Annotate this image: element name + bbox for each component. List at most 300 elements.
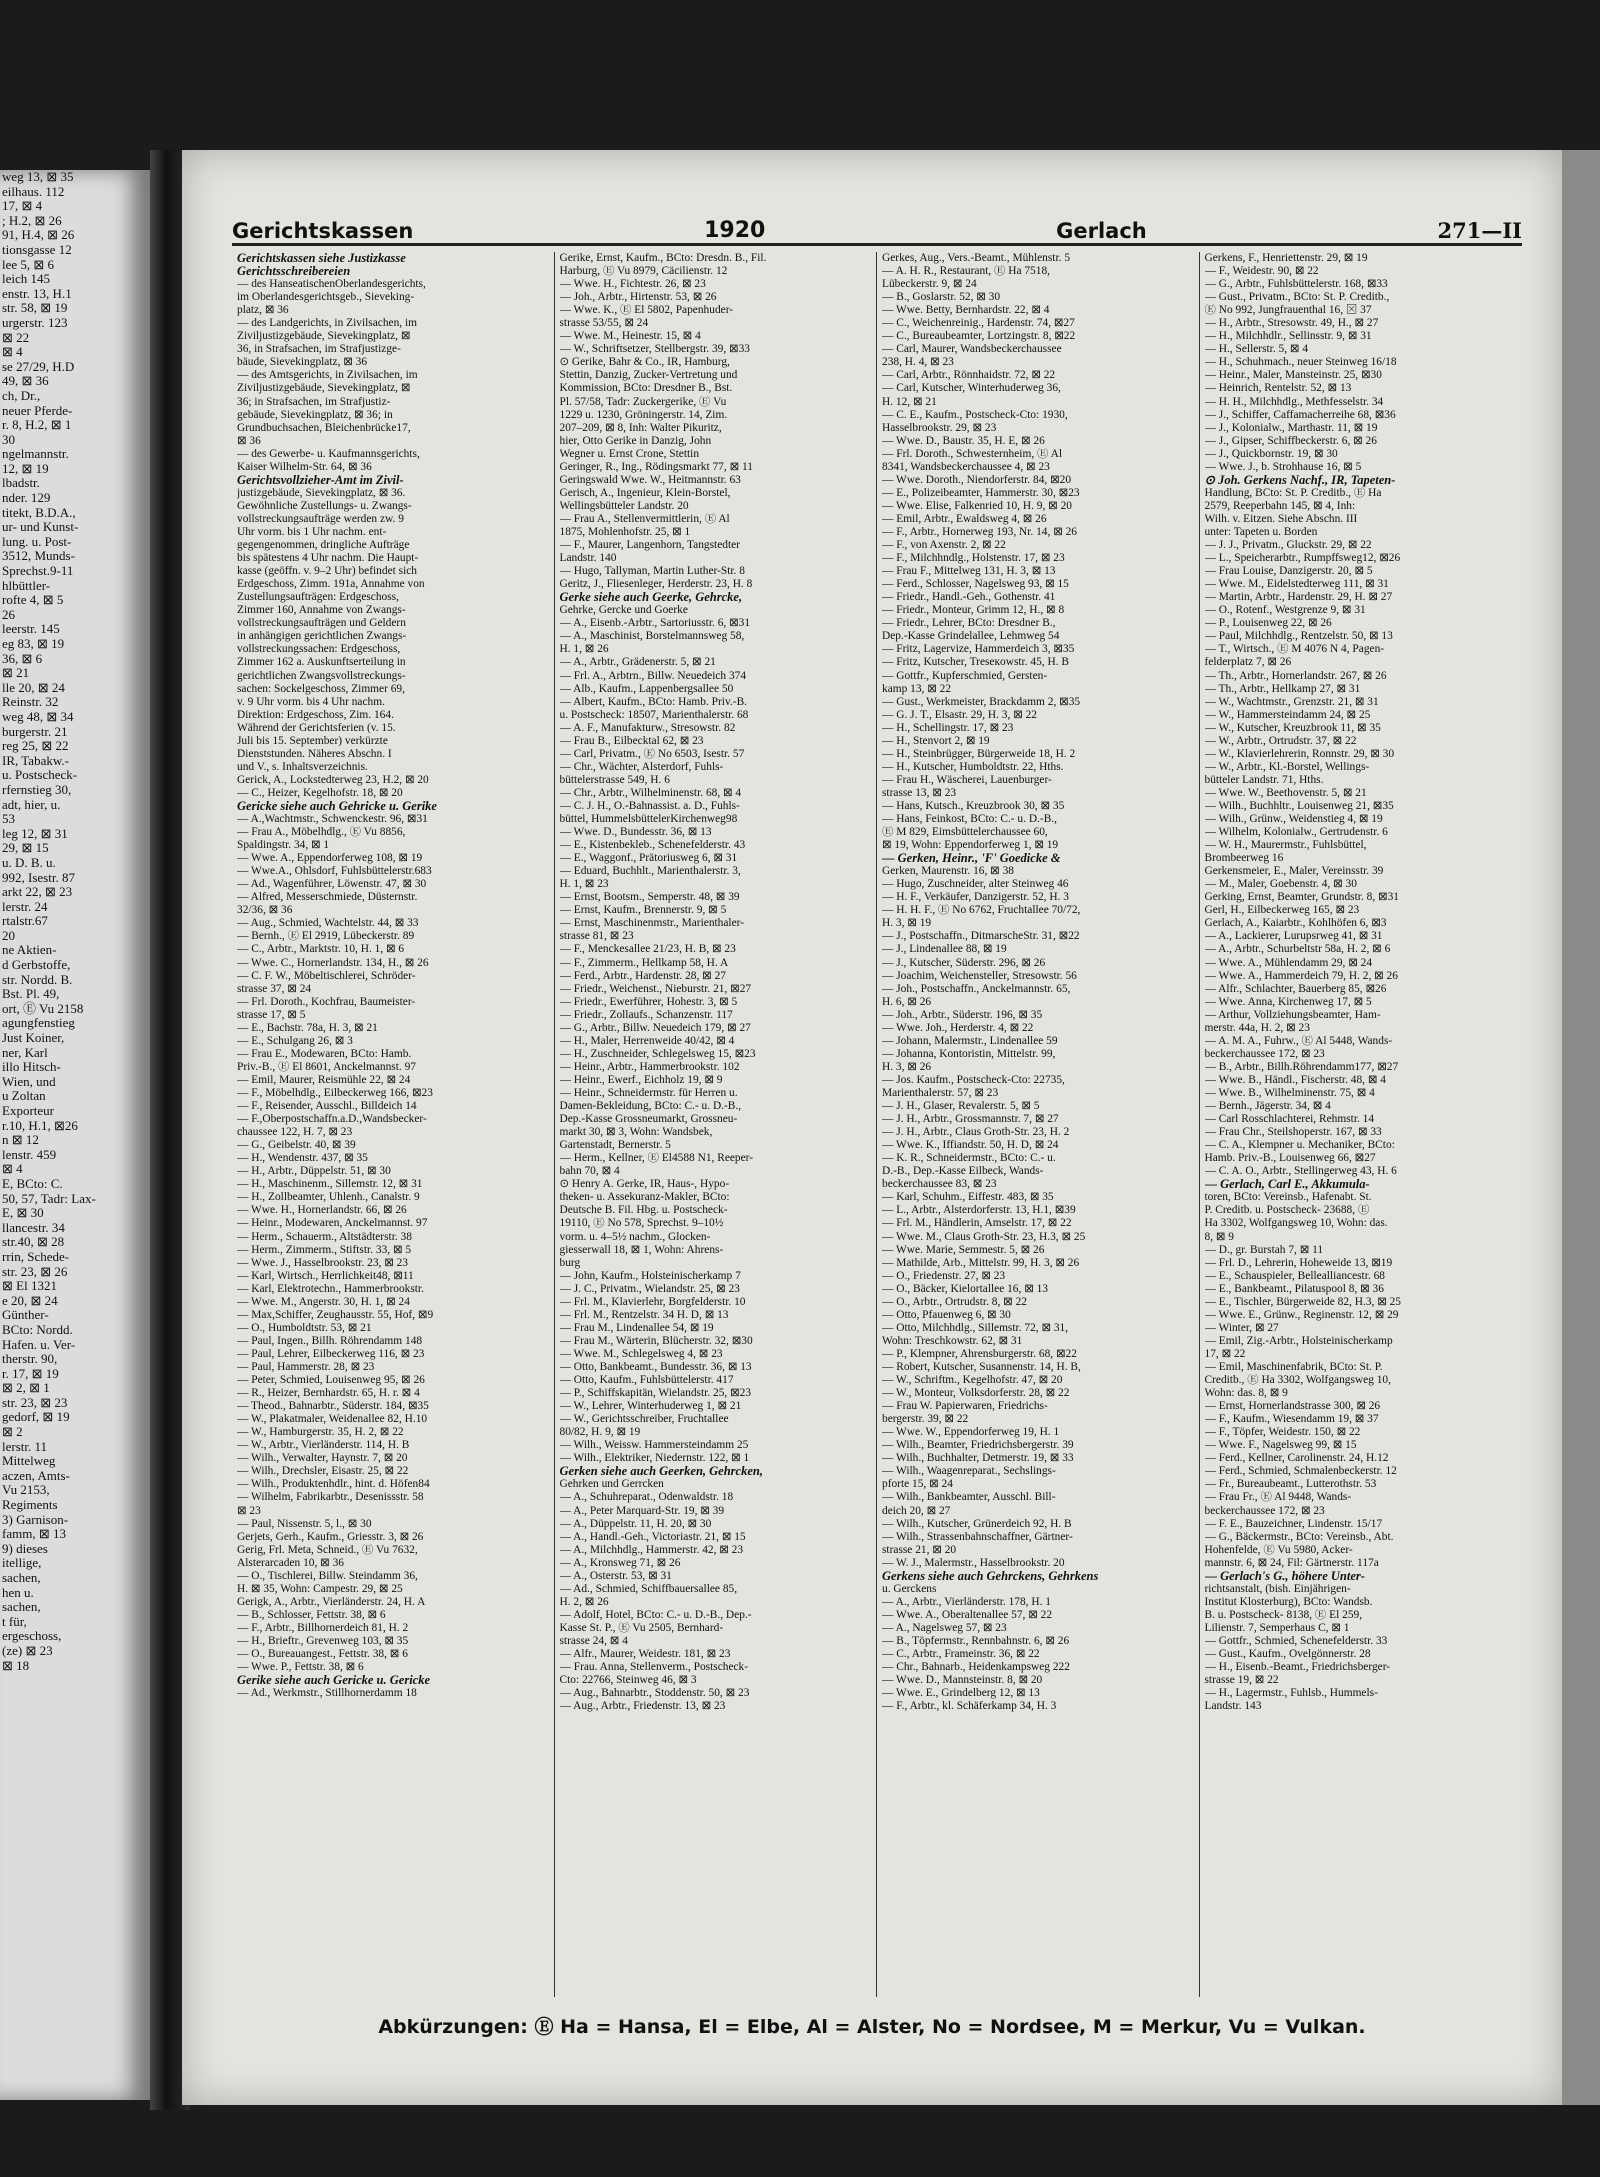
directory-entry: — O., Bureauangest., Fettstr. 38, ⊠ 6 xyxy=(237,1648,408,1661)
directory-entry: 19110, Ⓔ No 578, Sprechst. 9–10½ xyxy=(559,1217,724,1230)
directory-entry: — H., Arbtr., Stresowstr. 49, H., ⊠ 27 xyxy=(1204,317,1379,330)
directory-entry: — A. H. R., Restaurant, Ⓔ Ha 7518, xyxy=(882,265,1050,278)
directory-entry: — C. J. H., O.-Bahnassist. a. D., Fuhls- xyxy=(559,799,740,812)
directory-entry: — Frau Louise, Danzigerstr. 20, ⊠ 5 xyxy=(1204,565,1373,578)
directory-entry: H. 3, ⊠ 26 xyxy=(882,1060,932,1073)
directory-entry: — H., Schuhmach., neuer Steinweg 16/18 xyxy=(1204,356,1397,369)
directory-entry: — Chr., Arbtr., Wilhelminenstr. 68, ⊠ 4 xyxy=(559,786,742,799)
facing-page-text: ngelmannstr. xyxy=(2,446,69,462)
directory-entry: — Frl. M., Händlerin, Amselstr. 17, ⊠ 22 xyxy=(882,1217,1072,1230)
directory-entry: — H. H., Milchhdlg., Methfesselstr. 34 xyxy=(1204,395,1384,408)
directory-entry: — Wilh., Elektriker, Niedernstr. 122, ⊠ 1 xyxy=(559,1452,750,1465)
directory-entry: — J. H., Glaser, Revalerstr. 5, ⊠ 5 xyxy=(882,1100,1040,1113)
directory-entry: — Wilh., Grünw., Weidenstieg 4, ⊠ 19 xyxy=(1204,813,1383,826)
facing-page-text: llancestr. 34 xyxy=(2,1219,65,1235)
directory-entry: — Frl. Doroth., Schwesternheim, Ⓔ Al xyxy=(882,447,1063,460)
directory-entry: Priv.-B., Ⓔ El 8601, Anckelmannst. 97 xyxy=(237,1060,416,1073)
facing-page-text: aczen, Amts- xyxy=(2,1467,70,1483)
directory-entry: Spaldingstr. 34, ⊠ 1 xyxy=(237,839,330,852)
directory-entry: — H., Steinbrügger, Bürgerweide 18, H. 2 xyxy=(882,747,1076,760)
facing-page-text: str. 23, ⊠ 23 xyxy=(2,1394,68,1410)
directory-entry: — Gust., Werkmeister, Brackdamm 2, ⊠35 xyxy=(882,695,1081,708)
directory-entry: beckerchaussee 172, ⊠ 23 xyxy=(1204,1047,1325,1060)
directory-entry: 17, ⊠ 22 xyxy=(1204,1347,1246,1360)
directory-entry: — P., Schiffskapitän, Wielandstr. 25, ⊠23 xyxy=(559,1387,752,1400)
directory-entry: — H., Arbtr., Düppelstr. 51, ⊠ 30 xyxy=(237,1165,391,1178)
directory-entry: — Heinrich, Rentelstr. 52, ⊠ 13 xyxy=(1204,382,1352,395)
directory-entry: — Frau M., Lindenallee 54, ⊠ 19 xyxy=(559,1321,714,1334)
directory-entry: Gerl, H., Eilbeckerweg 165, ⊠ 23 xyxy=(1204,904,1360,917)
entry-heading: Gerichtskassen siehe Justizkasse xyxy=(237,252,406,265)
facing-page-text: Mittelweg xyxy=(2,1453,56,1469)
directory-entry: — John, Kaufm., Holsteinischerkamp 7 xyxy=(559,1269,741,1282)
directory-entry: — Frau B., Eilbecktal 62, ⊠ 23 xyxy=(559,734,704,747)
directory-entry: — Wwe. J., b. Strohhause 16, ⊠ 5 xyxy=(1204,460,1362,473)
directory-entry: — des Amtsgerichts, in Zivilsachen, im xyxy=(237,369,418,382)
directory-entry: — A., Osterstr. 53, ⊠ 31 xyxy=(559,1569,672,1582)
facing-page-text: gedorf, ⊠ 19 xyxy=(2,1409,70,1425)
directory-entry: — Chr., Bahnarb., Heidenkampsweg 222 xyxy=(882,1661,1070,1674)
directory-entry: Stettin, Danzig, Zucker-Vertretung und xyxy=(559,369,738,382)
directory-entry: — Frau A., Stellenvermittlerin, Ⓔ Al xyxy=(559,512,730,525)
directory-entry: — Mathilde, Arb., Mittelstr. 99, H. 3, ⊠ 26 xyxy=(882,1256,1080,1269)
directory-entry: H. 1, ⊠ 26 xyxy=(559,643,609,656)
directory-entry: — B., Schlosser, Fettstr. 38, ⊠ 6 xyxy=(237,1608,386,1621)
directory-entry: felderplatz 7, ⊠ 26 xyxy=(1204,656,1292,669)
directory-entry: ⊠ 19, Wohn: Eppendorferweg 1, ⊠ 19 xyxy=(882,839,1059,852)
directory-entry: — Wilh., Kutscher, Grünerdeich 92, H. B xyxy=(882,1517,1072,1530)
facing-page-text: rfernstieg 30, xyxy=(2,781,72,797)
directory-entry: Gehrke, Gercke und Goerke xyxy=(559,604,688,617)
directory-entry: Landstr. 140 xyxy=(559,552,617,565)
directory-entry: — Wwe. K., Iffiandstr. 50, H. D, ⊠ 24 xyxy=(882,1139,1059,1152)
directory-entry: Gerken, Maurenstr. 16, ⊠ 38 xyxy=(882,865,1014,878)
directory-entry: strasse 17, ⊠ 5 xyxy=(237,1008,306,1021)
directory-entry: — Carl, Kutscher, Winterhuderweg 36, xyxy=(882,382,1061,395)
directory-entry: — Paul, Hammerstr. 28, ⊠ 23 xyxy=(237,1360,375,1373)
directory-entry: Grundbuchsachen, Bleichenbrücke17, xyxy=(237,421,411,434)
facing-page-text: Regiments xyxy=(2,1497,58,1513)
directory-entry: Alsterarcaden 10, ⊠ 36 xyxy=(237,1556,344,1569)
facing-page-text: reg 25, ⊠ 22 xyxy=(2,738,69,754)
directory-entry: — Ferd., Schlosser, Nagelsweg 93, ⊠ 15 xyxy=(882,578,1069,591)
directory-entry: strasse 13, ⊠ 23 xyxy=(882,786,957,799)
directory-entry: — A. M. A., Fuhrw., Ⓔ Al 5448, Wands- xyxy=(1204,1034,1393,1047)
column-1 xyxy=(232,252,555,1997)
directory-entry: Während der Gerichtsferien (v. 15. xyxy=(237,721,396,734)
entry-heading: Gericke siehe auch Gehricke u. Gerike xyxy=(237,799,437,813)
directory-entry: deich 20, ⊠ 27 xyxy=(882,1504,951,1517)
directory-entry: — Wwe. M., Angerstr. 30, H. 1, ⊠ 24 xyxy=(237,1295,410,1308)
directory-entry: Zimmer 160, Annahme von Zwangs- xyxy=(237,604,406,617)
directory-entry: bütteler Landstr. 71, Hths. xyxy=(1204,773,1324,786)
facing-page-text: 17, ⊠ 4 xyxy=(2,198,43,214)
directory-entry: — des Gewerbe- u. Kaufmannsgerichts, xyxy=(237,447,420,460)
directory-entry: — Frl. A., Arbtrn., Billw. Neuedeich 374 xyxy=(559,669,747,682)
directory-entry: — W., Arbtr., Kl.-Borstel, Wellings- xyxy=(1204,760,1370,773)
directory-entry: — Friedr., Weichenst., Nieburstr. 21, ⊠27 xyxy=(559,982,752,995)
directory-entry: justizgebäude, Sievekingplatz, ⊠ 36. xyxy=(237,486,406,499)
facing-page-text: n ⊠ 12 xyxy=(2,1132,39,1148)
directory-entry: — Friedr., Monteur, Grimm 12, H., ⊠ 8 xyxy=(882,604,1065,617)
facing-page-text: ch, Dr., xyxy=(2,387,41,403)
directory-entry: — F., Milchhndlg., Holstenstr. 17, ⊠ 23 xyxy=(882,552,1065,565)
directory-entry: Ha 3302, Wolfgangsweg 10, Wohn: das. xyxy=(1204,1217,1388,1230)
directory-entry: — H., Zuschneider, Schlegelsweg 15, ⊠23 xyxy=(559,1047,756,1060)
directory-entry: bis spätestens 4 Uhr nachm. Die Haupt- xyxy=(237,552,419,565)
facing-page-text: lerstr. 24 xyxy=(2,898,48,914)
directory-entry: — Ernst, Bootsm., Semperstr. 48, ⊠ 39 xyxy=(559,891,740,904)
facing-page-text: 36, ⊠ 6 xyxy=(2,650,43,666)
directory-entry: — J., Postschaffn., DitmarscheStr. 31, ⊠22 xyxy=(882,930,1080,943)
directory-entry: und V., s. Inhaltsverzeichnis. xyxy=(237,760,368,773)
directory-entry: Gerlach, A., Kaiarbtr., Kohlhöfen 6, ⊠3 xyxy=(1204,917,1387,930)
facing-page-text: ⊠ 4 xyxy=(2,1161,23,1177)
directory-entry: — W., Plakatmaler, Weidenallee 82, H.10 xyxy=(237,1413,428,1426)
directory-entry: — Alfr., Maurer, Weidestr. 181, ⊠ 23 xyxy=(559,1648,731,1661)
directory-entry: — F., Arbtr., kl. Schäferkamp 34, H. 3 xyxy=(882,1700,1057,1713)
directory-entry: D.-B., Dep.-Kasse Eilbeck, Wands- xyxy=(882,1165,1044,1178)
page-number: 271—II xyxy=(1437,218,1522,243)
directory-entry: — F., Maurer, Langenhorn, Tangstedter xyxy=(559,539,740,552)
directory-entry: 36, in Strafsachen, im Strafjustizge- xyxy=(237,343,401,356)
directory-entry: — Ferd., Kellner, Carolinenstr. 24, H.12 xyxy=(1204,1452,1389,1465)
directory-entry: merstr. 44a, H. 2, ⊠ 23 xyxy=(1204,1021,1310,1034)
facing-page-text: e 20, ⊠ 24 xyxy=(2,1292,58,1308)
directory-entry: — Wwe. F., Nagelsweg 99, ⊠ 15 xyxy=(1204,1439,1357,1452)
directory-entry: — Wwe. B., Händl., Fischerstr. 48, ⊠ 4 xyxy=(1204,1073,1386,1086)
directory-entry: — F., Arbtr., Billhornerdeich 81, H. 2 xyxy=(237,1621,409,1634)
facing-page-text: r. 8, H.2, ⊠ 1 xyxy=(2,417,72,433)
directory-entry: — Wwe. Doroth., Niendorferstr. 84, ⊠20 xyxy=(882,473,1072,486)
directory-entry: — A., Kronsweg 71, ⊠ 26 xyxy=(559,1556,681,1569)
directory-entry: — Paul, Nissenstr. 5, l., ⊠ 30 xyxy=(237,1517,372,1530)
directory-entry: — Joh., Arbtr., Süderstr. 196, ⊠ 35 xyxy=(882,1008,1043,1021)
directory-entry: — Otto, Pfauenweg 6, ⊠ 30 xyxy=(882,1308,1011,1321)
directory-entry: — Paul, Lehrer, Eilbeckerweg 116, ⊠ 23 xyxy=(237,1347,425,1360)
directory-entry: — Emil, Maschinenfabrik, BCto: St. P. xyxy=(1204,1360,1383,1373)
facing-page-text: r.10, H.1, ⊠26 xyxy=(2,1117,78,1133)
facing-page-text: 26 xyxy=(2,606,15,622)
directory-entry: 32/36, ⊠ 36 xyxy=(237,904,293,917)
facing-page-text: sachen, xyxy=(2,1599,41,1615)
facing-page-text: IR, Tabakw.- xyxy=(2,752,69,768)
facing-page-text: rrin, Schede- xyxy=(2,1248,70,1264)
directory-entry: — Wwe.A., Ohlsdorf, Fuhlsbüttelerstr.683 xyxy=(237,865,432,878)
directory-entry: gebäude, Sievekingplatz, ⊠ 36; in xyxy=(237,408,393,421)
directory-entry: 1875, Mohlenhofstr. 25, ⊠ 1 xyxy=(559,525,691,538)
directory-entry: — Wilh., Buchhalter, Detmerstr. 19, ⊠ 33 xyxy=(882,1452,1074,1465)
facing-page-text: leich 145 xyxy=(2,271,51,287)
entry-heading: Gerke siehe auch Geerke, Gehrcke, xyxy=(559,591,743,605)
directory-entry: — Gottfr., Kupferschmied, Gersten- xyxy=(882,669,1048,682)
directory-entry: büttelerstrasse 549, H. 6 xyxy=(559,773,670,786)
facing-page-text: ⊠ 2 xyxy=(2,1424,23,1440)
column-3 xyxy=(877,252,1200,1997)
directory-entry: — Otto, Bankbeamt., Bundesstr. 36, ⊠ 13 xyxy=(559,1360,752,1373)
directory-entry: — Ad., Schmied, Schiffbauersallee 85, xyxy=(559,1582,738,1595)
directory-entry: H. 2, ⊠ 26 xyxy=(559,1595,609,1608)
facing-page-text: Bst. Pl. 49, xyxy=(2,986,60,1002)
directory-entry: — Frau. Anna, Stellenverm., Postscheck- xyxy=(559,1661,749,1674)
directory-entry: — H., Kutscher, Humboldtstr. 22, Hths. xyxy=(882,760,1064,773)
directory-entry: — Frau F., Mittelweg 131, H. 3, ⊠ 13 xyxy=(882,565,1056,578)
facing-page-text: t für, xyxy=(2,1613,27,1629)
directory-entry: — Ernst, Maschinenmstr., Marienthaler- xyxy=(559,917,745,930)
directory-entry: — A., Arbtr., Grädenerstr. 5, ⊠ 21 xyxy=(559,656,716,669)
directory-entry: Cto: 22766, Steinweg 46, ⊠ 3 xyxy=(559,1674,697,1687)
directory-entry: — Heinr., Maler, Mansteinstr. 25, ⊠30 xyxy=(1204,369,1382,382)
directory-entry: — E., Schauspieler, Bellealliancestr. 68 xyxy=(1204,1269,1385,1282)
facing-page-text: illo Hitsch- xyxy=(2,1059,61,1075)
directory-entry: — F., Zimmerm., Hellkamp 58, H. A xyxy=(559,956,729,969)
directory-entry: Dep.-Kasse Grindelallee, Lehmweg 54 xyxy=(882,630,1060,643)
directory-entry: vollstreckungsaufträgen und Geldern xyxy=(237,617,406,630)
directory-entry: Gerjets, Gerh., Kaufm., Griesstr. 3, ⊠ 26 xyxy=(237,1530,424,1543)
facing-page-text: eilhaus. 112 xyxy=(2,183,65,199)
directory-entry: — Wilh., Bankbeamter, Ausschl. Bill- xyxy=(882,1491,1056,1504)
directory-entry: — Alb., Kaufm., Lappenbergsallee 50 xyxy=(559,682,734,695)
directory-entry: sachen: Sockelgeschoss, Zimmer 69, xyxy=(237,682,405,695)
directory-entry: — L., Arbtr., Alsterdorferstr. 13, H.1, ⊠39 xyxy=(882,1204,1076,1217)
facing-page-text: therstr. 90, xyxy=(2,1351,58,1367)
directory-entry: 36; in Strafsachen, im Strafjustiz- xyxy=(237,395,391,408)
directory-entry: — Frl. M., Klavierlehr, Borgfelderstr. 10 xyxy=(559,1295,746,1308)
directory-entry: — E., Bachstr. 78a, H. 3, ⊠ 21 xyxy=(237,1021,378,1034)
directory-entry: Ⓔ M 829, Eimsbüttelerchaussee 60, xyxy=(882,826,1048,839)
directory-entry: — Aug., Bahnarbtr., Stoddenstr. 50, ⊠ 23 xyxy=(559,1687,750,1700)
directory-entry: — Wwe. J., Hasselbrookstr. 23, ⊠ 23 xyxy=(237,1256,409,1269)
directory-entry: — Wwe. M., Claus Groth-Str. 23, H.3, ⊠ 25 xyxy=(882,1230,1086,1243)
directory-entry: u. Postscheck: 18507, Marienthalerstr. 68 xyxy=(559,708,749,721)
directory-entry: — E., Bankbeamt., Pilatuspool 8, ⊠ 36 xyxy=(1204,1282,1384,1295)
directory-entry: toren, BCto: Vereinsb., Hafenabt. St. xyxy=(1204,1191,1372,1204)
directory-entry: H. 1, ⊠ 23 xyxy=(559,878,609,891)
facing-page-text: ort, Ⓔ Vu 2158 xyxy=(2,1000,84,1016)
directory-entry: ⊠ 36 xyxy=(237,434,261,447)
facing-page-text: neuer Pferde- xyxy=(2,402,73,418)
directory-entry: — Paul, Ingen., Billh. Röhrendamm 148 xyxy=(237,1334,423,1347)
facing-page-text: 20 xyxy=(2,927,15,943)
facing-page-text: rtalstr.67 xyxy=(2,913,48,929)
facing-page-text: d Gerbstoffe, xyxy=(2,957,71,973)
directory-entry: giesserwall 18, ⊠ 1, Wohn: Ahrens- xyxy=(559,1243,724,1256)
directory-entry: — Otto, Milchhdlg., Sillemstr. 72, ⊠ 31, xyxy=(882,1321,1069,1334)
directory-entry: — Paul, Milchhdlg., Rentzelstr. 50, ⊠ 13 xyxy=(1204,630,1393,643)
directory-entry: — Gottfr., Schmied, Schenefelderstr. 33 xyxy=(1204,1634,1388,1647)
directory-entry: — F. E., Bauzeichner, Lindenstr. 15/17 xyxy=(1204,1517,1383,1530)
directory-entry: strasse 24, ⊠ 4 xyxy=(559,1634,628,1647)
directory-entry: — Hugo, Tallyman, Martin Luther-Str. 8 xyxy=(559,565,745,578)
directory-entry: — R., Heizer, Bernhardstr. 65, H. r. ⊠ 4 xyxy=(237,1387,420,1400)
directory-entry: B. u. Postscheck- 8138, Ⓔ El 259, xyxy=(1204,1608,1363,1621)
directory-entry: — F.,Oberpostschaffn.a.D.,Wandsbecker- xyxy=(237,1113,427,1126)
facing-page-text: (ze) ⊠ 23 xyxy=(2,1642,53,1658)
directory-entry: — C., Weichenreinig., Hardenstr. 74, ⊠27 xyxy=(882,317,1075,330)
directory-entry: H. 3, ⊠ 19 xyxy=(882,917,932,930)
directory-entry: vollstreckungssachen: Erdgeschoss, xyxy=(237,643,401,656)
directory-entry: — H., Schellingstr. 17, ⊠ 23 xyxy=(882,721,1014,734)
directory-entry: — F., Töpfer, Weidestr. 150, ⊠ 22 xyxy=(1204,1426,1361,1439)
directory-entry: — Wwe. H., Hornerlandstr. 66, ⊠ 26 xyxy=(237,1204,407,1217)
directory-entry: Creditb., Ⓔ Ha 3302, Wolfgangsweg 10, xyxy=(1204,1374,1391,1387)
directory-entry: 8341, Wandsbeckerchaussee 4, ⊠ 23 xyxy=(882,460,1050,473)
directory-entry: — Emil, Zig.-Arbtr., Holsteinischerkamp xyxy=(1204,1334,1393,1347)
directory-entry: Deutsche B. Fil. Hbg. u. Postscheck- xyxy=(559,1204,728,1217)
directory-entry: — H. H. F., Ⓔ No 6762, Fruchtallee 70/72, xyxy=(882,904,1081,917)
directory-entry: — Johann, Malermstr., Lindenallee 59 xyxy=(882,1034,1058,1047)
directory-entry: H. ⊠ 35, Wohn: Campestr. 29, ⊠ 25 xyxy=(237,1582,403,1595)
directory-entry: — Herm., Kellner, Ⓔ El4588 N1, Reeper- xyxy=(559,1152,754,1165)
directory-entry: — W. H., Maurermstr., Fuhlsbüttel, xyxy=(1204,839,1367,852)
directory-entry: — Herm., Zimmerm., Stiftstr. 33, ⊠ 5 xyxy=(237,1243,412,1256)
directory-entry: — Frau E., Modewaren, BCto: Hamb. xyxy=(237,1047,412,1060)
directory-entry: — Albert, Kaufm., BCto: Hamb. Priv.-B. xyxy=(559,695,748,708)
directory-entry: — C., Heizer, Kegelhofstr. 18, ⊠ 20 xyxy=(237,786,403,799)
facing-page-text: ner, Karl xyxy=(2,1044,48,1060)
directory-entry: — H., Milchhdlr., Sellinsstr. 9, ⊠ 31 xyxy=(1204,330,1372,343)
directory-entry: platz, ⊠ 36 xyxy=(237,304,289,317)
directory-entry: — Jos. Kaufm., Postscheck-Cto: 22735, xyxy=(882,1073,1065,1086)
facing-page-text: 30 xyxy=(2,431,15,447)
directory-entry: — H., Maler, Herrenweide 40/42, ⊠ 4 xyxy=(559,1034,735,1047)
directory-entry: — W., Gerichtsschreiber, Fruchtallee xyxy=(559,1413,729,1426)
directory-entry: — Heinr., Ewerf., Eichholz 19, ⊠ 9 xyxy=(559,1073,723,1086)
abbreviations-footer: Abkürzungen: Ⓔ Ha = Hansa, El = Elbe, Al = Alster, No = Nordsee, M = Merkur, Vu = Vulkan. xyxy=(378,2016,1366,2038)
directory-entry: markt 30, ⊠ 3, Wohn: Wandsbek, xyxy=(559,1126,713,1139)
directory-entry: — K. R., Schneidermstr., BCto: C.- u. xyxy=(882,1152,1056,1165)
directory-entry: — Alfr., Schlachter, Bauerberg 85, ⊠26 xyxy=(1204,982,1387,995)
directory-entry: Dep.-Kasse Grossneumarkt, Grossneu- xyxy=(559,1113,738,1126)
entry-heading: — Gerken, Heinr., 'F' Goedicke & xyxy=(882,852,1061,866)
directory-entry: — Wilh., Strassenbahnschaffner, Gärtner- xyxy=(882,1530,1073,1543)
directory-entry: — Fritz, Lagervize, Hammerdeich 3, ⊠35 xyxy=(882,643,1075,656)
directory-entry: — A., Peter Marquard-Str. 19, ⊠ 39 xyxy=(559,1504,725,1517)
entry-heading: Gerken siehe auch Geerken, Gehrcken, xyxy=(559,1465,763,1479)
directory-entry: — Wwe. H., Fichtestr. 26, ⊠ 23 xyxy=(559,278,706,291)
directory-entry: ⊠ 23 xyxy=(237,1504,261,1517)
directory-entry: Gerick, A., Lockstedterweg 23, H.2, ⊠ 20 xyxy=(237,773,429,786)
facing-page-text: ergeschoss, xyxy=(2,1628,62,1644)
directory-entry: — Ferd., Schmied, Schmalenbeckerstr. 12 xyxy=(1204,1465,1397,1478)
directory-entry: — Carl Rosschlachterei, Rehmstr. 14 xyxy=(1204,1113,1375,1126)
directory-entry: — Wwe. E., Grünw., Reginenstr. 12, ⊠ 29 xyxy=(1204,1308,1399,1321)
header-year: 1920 xyxy=(704,218,766,243)
header-right: Gerlach xyxy=(1056,219,1147,243)
directory-entry: Marienthalerstr. 57, ⊠ 23 xyxy=(882,1087,999,1099)
directory-entry: — A., Schuhreparat., Odenwaldstr. 18 xyxy=(559,1491,734,1504)
directory-entry: — Chr., Wächter, Alsterdorf, Fuhls- xyxy=(559,760,724,773)
facing-page-text: str.40, ⊠ 28 xyxy=(2,1234,65,1250)
directory-entry: Gewöhnliche Zustellungs- u. Zwangs- xyxy=(237,499,412,512)
directory-entry: Lübeckerstr. 9, ⊠ 24 xyxy=(882,278,977,291)
directory-entry: — E., Schulgang 26, ⊠ 3 xyxy=(237,1034,353,1047)
facing-page-text: E, BCto: C. xyxy=(2,1175,63,1191)
facing-page-text: enstr. 13, H.1 xyxy=(2,285,72,301)
facing-page-text: ; H.2, ⊠ 26 xyxy=(2,212,62,228)
directory-entry: — Arthur, Vollziehungsbeamter, Ham- xyxy=(1204,1008,1381,1021)
directory-entry: — W., Wachtmstr., Grenzstr. 21, ⊠ 31 xyxy=(1204,695,1379,708)
directory-entry: Damen-Bekleidung, BCto: C.- u. D.-B., xyxy=(559,1100,742,1113)
directory-entry: Hasselbrookstr. 29, ⊠ 23 xyxy=(882,421,997,434)
directory-entry: — Wwe. E., Grindelberg 12, ⊠ 13 xyxy=(882,1687,1040,1700)
directory-entry: Institut Klosterburg), BCto: Wandsb. xyxy=(1204,1595,1373,1608)
directory-entry: gerichtlichen Zwangsvollstreckungs- xyxy=(237,669,406,682)
directory-entry: Harburg, Ⓔ Vu 8979, Cäcilienstr. 12 xyxy=(559,265,728,278)
directory-entry: Gerigk, A., Arbtr., Vierländerstr. 24, H. A xyxy=(237,1595,426,1608)
facing-page-text: 3) Garnison- xyxy=(2,1511,69,1527)
directory-entry: in anhängigen gerichtlichen Zwangs- xyxy=(237,630,407,643)
directory-entry: Kommission, BCto: Dresdner B., Bst. xyxy=(559,382,733,395)
directory-entry: — Robert, Kutscher, Susannenstr. 14, H. B, xyxy=(882,1360,1081,1373)
directory-entry: — Theod., Bahnarbtr., Süderstr. 184, ⊠35 xyxy=(237,1400,429,1413)
directory-entry: — O., Humboldtstr. 53, ⊠ 21 xyxy=(237,1321,372,1334)
facing-page-text: sachen, xyxy=(2,1570,41,1585)
directory-entry: — G., Bäckermstr., BCto: Vereinsb., Abt. xyxy=(1204,1530,1394,1543)
facing-page-text: lerstr. 11 xyxy=(2,1438,48,1454)
facing-page-text: hen u. xyxy=(2,1584,34,1600)
entry-columns xyxy=(232,252,1522,1997)
directory-entry: — Frau M., Wärterin, Blücherstr. 32, ⊠30 xyxy=(559,1334,753,1347)
directory-entry: — C., Bureaubeamter, Lortzingstr. 8, ⊠22 xyxy=(882,330,1076,343)
page-edge xyxy=(1562,150,1600,2105)
facing-page-text: Wien, und xyxy=(2,1073,56,1089)
directory-entry: — Wilh., Weissw. Hammersteindamm 25 xyxy=(559,1439,749,1452)
entry-heading: — Gerlach, Carl E., Akkumula- xyxy=(1204,1178,1370,1192)
facing-page-text: burgerstr. 21 xyxy=(2,723,68,739)
directory-entry: beckerchaussee 83, ⊠ 23 xyxy=(882,1178,997,1191)
directory-entry: Lilienstr. 7, Semperhaus C, ⊠ 1 xyxy=(1204,1621,1350,1634)
directory-entry: — Wilhelm, Fabrikarbtr., Desenissstr. 58 xyxy=(237,1491,424,1504)
directory-entry: — J., Kolonialw., Marthastr. 11, ⊠ 19 xyxy=(1204,421,1378,434)
facing-page-text: str. Nordd. B. xyxy=(2,971,73,987)
directory-entry: — Hugo, Zuschneider, alter Steinweg 46 xyxy=(882,878,1069,891)
directory-entry: gegengenommen, dringliche Aufträge xyxy=(237,539,410,552)
directory-entry: — W., Arbtr., Ortrudstr. 37, ⊠ 22 xyxy=(1204,734,1357,747)
directory-entry: — F., Möbelhdlg., Eilbeckerweg 166, ⊠23 xyxy=(237,1087,433,1099)
directory-entry: — Adolf, Hotel, BCto: C.- u. D.-B., Dep.- xyxy=(559,1608,752,1621)
facing-page-text: Hafen. u. Ver- xyxy=(2,1336,76,1352)
facing-page-text: 91, H.4, ⊠ 26 xyxy=(2,227,75,243)
directory-entry: — W., Hammersteindamm 24, ⊠ 25 xyxy=(1204,708,1371,721)
directory-entry: — C. A. O., Arbtr., Stellingerweg 43, H. 6 xyxy=(1204,1165,1397,1178)
directory-entry: bäude, Sievekingplatz, ⊠ 36 xyxy=(237,356,368,369)
directory-entry: ⊙ Henry A. Gerke, IR, Haus-, Hypo- xyxy=(559,1178,730,1191)
facing-page-text: ⊠ 21 xyxy=(2,665,30,681)
directory-entry: — G. J. T., Elsastr. 29, H. 3, ⊠ 22 xyxy=(882,708,1037,721)
directory-entry: — F., Menckesallee 21/23, H. B, ⊠ 23 xyxy=(559,943,736,956)
facing-page-text: Exporteur xyxy=(2,1103,54,1118)
directory-entry: 1229 u. 1230, Gröningerstr. 14, Zim. xyxy=(559,408,728,421)
facing-page-text: rofte 4, ⊠ 5 xyxy=(2,592,64,608)
directory-entry: H. 12, ⊠ 21 xyxy=(882,395,937,408)
facing-page-text: ne Aktien- xyxy=(2,942,57,958)
directory-entry: — Wilh., Buchhltr., Louisenweg 21, ⊠35 xyxy=(1204,799,1394,812)
directory-entry: — A.,Wachtmstr., Schwenckestr. 96, ⊠31 xyxy=(237,813,428,826)
facing-page-text: lee 5, ⊠ 6 xyxy=(2,256,55,272)
directory-entry: im Oberlandesgerichtsgeb., Sieveking- xyxy=(237,291,415,304)
directory-entry: — Wwe. A., Eppendorferweg 108, ⊠ 19 xyxy=(237,852,423,865)
directory-entry: — Wwe. Joh., Herderstr. 4, ⊠ 22 xyxy=(882,1021,1034,1034)
directory-entry: — G., Arbtr., Fuhlsbüttelerstr. 168, ⊠33 xyxy=(1204,278,1388,291)
facing-page-text: Just Koiner, xyxy=(2,1030,65,1046)
directory-entry: — W., Kutscher, Kreuzbrook 11, ⊠ 35 xyxy=(1204,721,1381,734)
directory-entry: — Wwe. Betty, Bernhardstr. 22, ⊠ 4 xyxy=(882,304,1050,317)
directory-entry: u. Gerckens xyxy=(882,1582,937,1595)
directory-entry: pforte 15, ⊠ 24 xyxy=(882,1478,953,1491)
directory-entry: — Frau H., Wäscherei, Lauenburger- xyxy=(882,773,1052,786)
directory-entry: — C. A., Klempner u. Mechaniker, BCto: xyxy=(1204,1139,1395,1152)
